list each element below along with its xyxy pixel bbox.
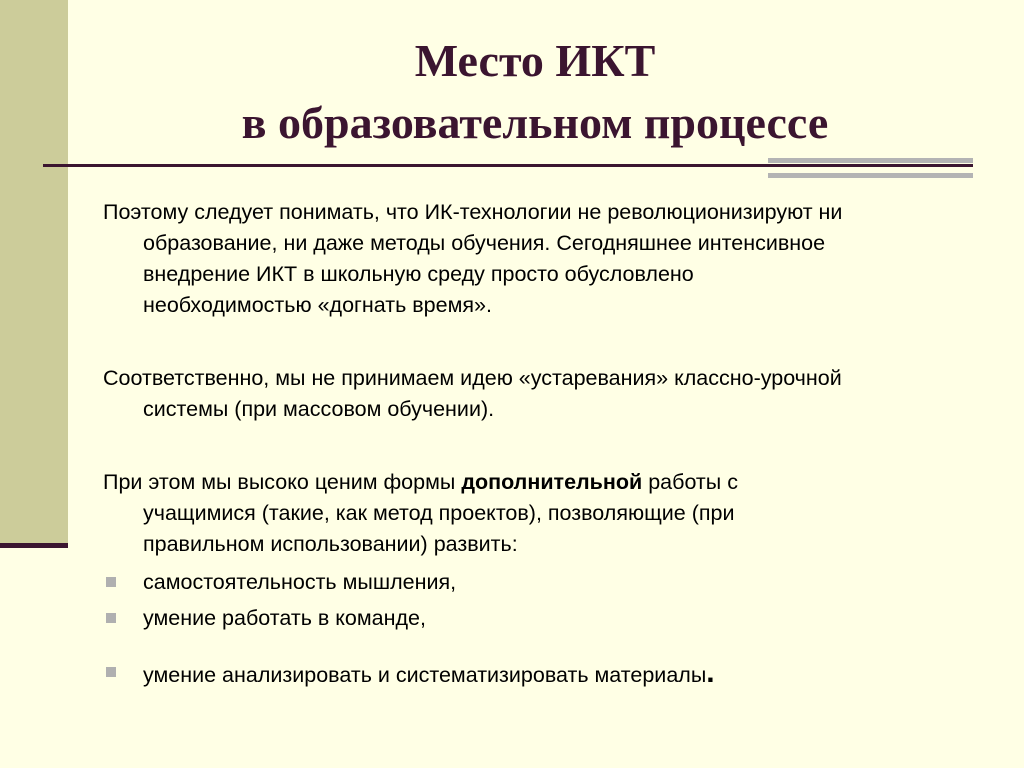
- list-item-text: умение работать в команде,: [143, 606, 426, 630]
- slide-title-line2: в образовательном процессе: [241, 97, 829, 148]
- paragraph-3-line-1-post: работы с: [642, 470, 738, 494]
- paragraph-1-line-4: необходимостью «догнать время».: [143, 293, 492, 317]
- paragraph-3-line-1-pre: При этом мы высоко ценим формы: [103, 470, 462, 494]
- paragraph-3: [103, 467, 993, 560]
- list-item-text: [143, 657, 715, 691]
- side-band-bottom-line: [0, 543, 68, 548]
- paragraph-2: [103, 363, 993, 425]
- paragraph-2-line-2: системы (при массовом обучении).: [143, 397, 495, 421]
- list-item-text-main: умение анализировать и систематизировать материалы: [143, 663, 707, 687]
- paragraph-3-line-3: правильном использовании) развить:: [143, 532, 518, 556]
- paragraph-1-line-2: образование, ни даже методы обучения. Сегодняшнее интенсивное: [143, 231, 826, 255]
- paragraph-3-line-1: [103, 467, 993, 498]
- paragraph-3-line-2: учащимися (такие, как метод проектов), позволяющие (при: [143, 501, 735, 525]
- slide-title-line1: Место ИКТ: [414, 35, 656, 86]
- square-bullet-icon: [106, 613, 116, 623]
- square-bullet-icon: [106, 577, 116, 587]
- paragraph-1: [103, 197, 993, 321]
- paragraph-3-emphasis: дополнительной: [461, 470, 643, 494]
- paragraph-1-line-3: внедрение ИКТ в школьную среду просто обусловлено: [143, 262, 694, 286]
- square-bullet-icon: [106, 667, 116, 677]
- paragraph-2-line-1: Соответственно, мы не принимаем идею «устаревания» классно-урочной: [103, 366, 842, 390]
- list-item-final-dot: .: [706, 656, 715, 689]
- side-band: [0, 0, 68, 548]
- list-item-text: самостоятельность мышления,: [143, 570, 457, 594]
- title-divider-accent: [768, 158, 973, 178]
- paragraph-1-line-1: Поэтому следует понимать, что ИК-технологии не революционизируют ни: [103, 200, 843, 224]
